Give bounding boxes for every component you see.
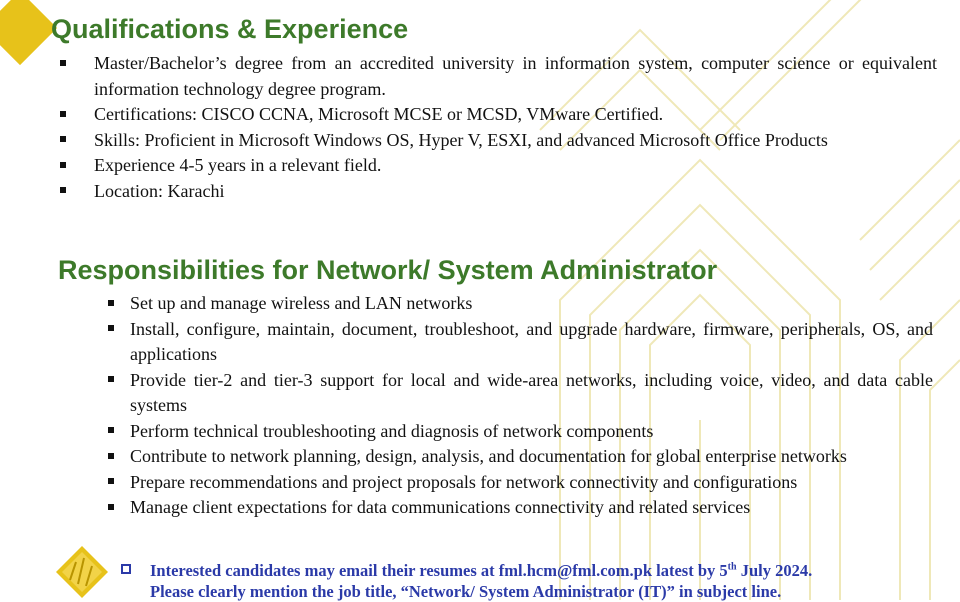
square-bullet-icon xyxy=(60,187,66,193)
qualifications-heading: Qualifications & Experience xyxy=(51,14,409,44)
square-bullet-icon xyxy=(60,136,66,142)
square-bullet-icon xyxy=(108,427,114,433)
square-bullet-icon xyxy=(60,111,66,117)
square-bullet-icon xyxy=(108,376,114,382)
list-item: Provide tier-2 and tier-3 support for local and wide-area networks, including voice, video, and data cable systems xyxy=(130,368,933,419)
application-instructions xyxy=(150,560,950,602)
square-bullet-icon xyxy=(108,504,114,510)
list-item: Manage client expectations for data communications connectivity and related services xyxy=(130,495,933,521)
qualifications-list xyxy=(94,51,937,204)
list-item: Location: Karachi xyxy=(94,179,937,205)
list-item: Skills: Proficient in Microsoft Windows OS, Hyper V, ESXI, and advanced Microsoft Office Products xyxy=(94,128,937,154)
responsibilities-heading: Responsibilities for Network/ System Administrator xyxy=(58,255,718,285)
email-instruction: Interested candidates may email their resumes at fml.hcm@fml.com.pk latest by 5th July 2024. xyxy=(150,561,813,580)
list-item: Prepare recommendations and project proposals for network connectivity and configurations xyxy=(130,470,933,496)
square-bullet-icon xyxy=(108,300,114,306)
list-item: Perform technical troubleshooting and diagnosis of network components xyxy=(130,419,933,445)
square-bullet-icon xyxy=(108,325,114,331)
responsibilities-list xyxy=(130,291,933,521)
square-bullet-icon xyxy=(108,478,114,484)
subject-instruction: Please clearly mention the job title, “Network/ System Administrator (IT)” in subject line. xyxy=(150,582,782,601)
list-item: Master/Bachelor’s degree from an accredited university in information system, computer science or equivalent information technology degree program. xyxy=(94,51,937,102)
checkbox-icon xyxy=(121,564,131,574)
square-bullet-icon xyxy=(60,162,66,168)
list-item: Experience 4-5 years in a relevant field. xyxy=(94,153,937,179)
list-item: Contribute to network planning, design, analysis, and documentation for global enterprise networks xyxy=(130,444,933,470)
square-bullet-icon xyxy=(108,453,114,459)
list-item: Set up and manage wireless and LAN networks xyxy=(130,291,933,317)
list-item: Install, configure, maintain, document, troubleshoot, and upgrade hardware, firmware, peripherals, OS, and applications xyxy=(130,317,933,368)
square-bullet-icon xyxy=(60,60,66,66)
list-item: Certifications: CISCO CCNA, Microsoft MCSE or MCSD, VMware Certified. xyxy=(94,102,937,128)
